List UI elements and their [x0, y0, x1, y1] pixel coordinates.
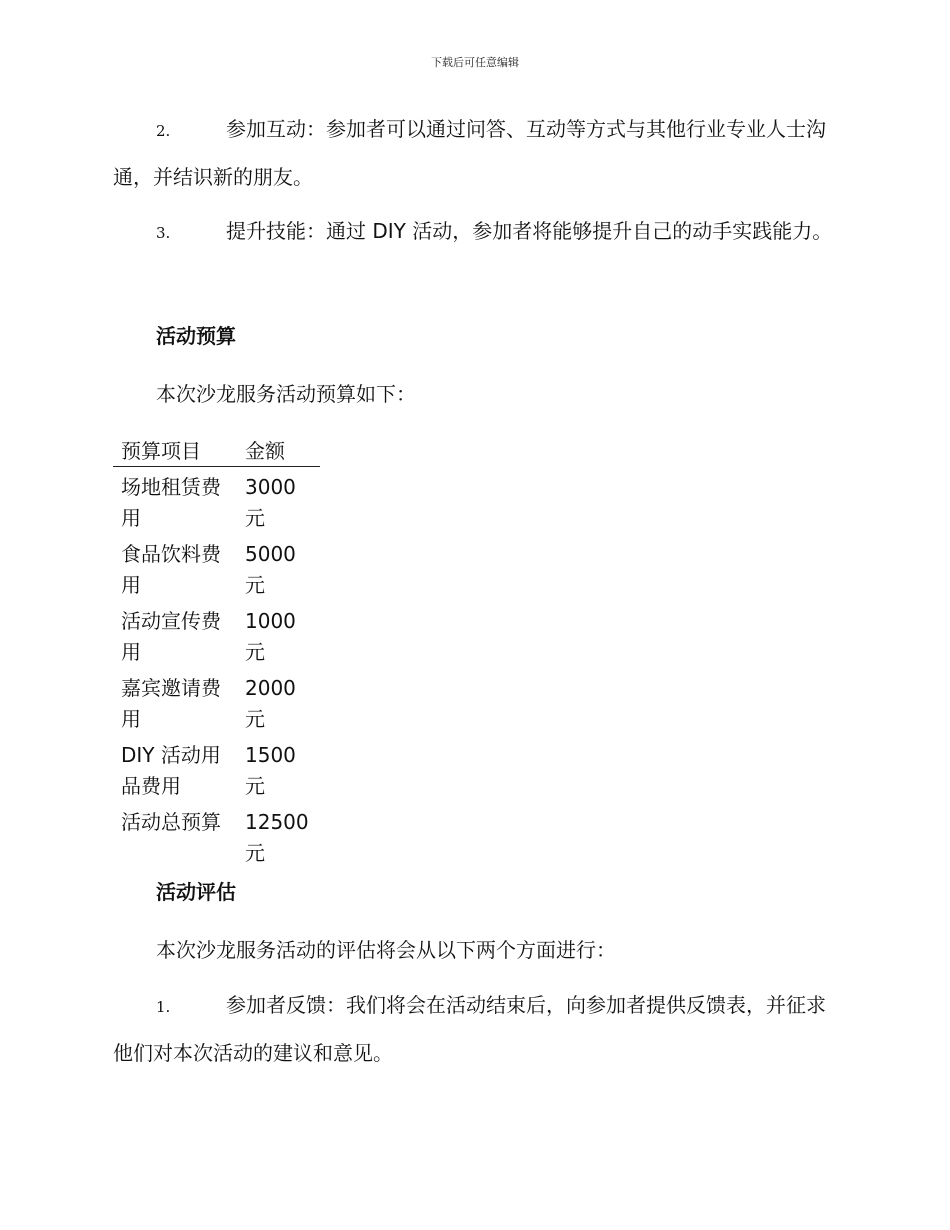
- evaluation-intro: 本次沙龙服务活动的评估将会从以下两个方面进行：: [156, 938, 616, 962]
- list-item-number: 3.: [156, 224, 171, 242]
- table-row: [113, 802, 320, 869]
- budget-item-cell: 嘉宾邀请费用: [121, 676, 221, 731]
- list-item-improve-skills: [113, 208, 833, 256]
- budget-amount-cell: 1500 元: [245, 743, 296, 798]
- budget-amount-cell: 5000 元: [245, 542, 296, 597]
- budget-item-cell: 活动总预算: [121, 810, 221, 834]
- budget-heading: 活动预算: [156, 324, 236, 348]
- list-item-text: 参加者反馈：我们将会在活动结束后，向参加者提供反馈表，并征求他们对本次活动的建议和意见。: [113, 993, 826, 1065]
- budget-amount-cell: 12500 元: [245, 810, 309, 865]
- table-row: [113, 735, 320, 802]
- list-item-text: 参加互动：参加者可以通过问答、互动等方式与其他行业专业人士沟通，并结识新的朋友。: [113, 117, 826, 189]
- list-item-participate-interaction: [113, 106, 833, 200]
- budget-amount-cell: 1000 元: [245, 609, 296, 664]
- list-item-text: 提升技能：通过 DIY 活动，参加者将能够提升自己的动手实践能力。: [226, 219, 833, 243]
- budget-item-cell: 食品饮料费用: [121, 542, 221, 597]
- budget-intro: 本次沙龙服务活动预算如下：: [156, 382, 416, 406]
- list-item-number: 1.: [156, 998, 171, 1016]
- budget-item-cell: 活动宣传费用: [121, 609, 221, 664]
- list-item-participant-feedback: [113, 982, 833, 1076]
- evaluation-heading: 活动评估: [156, 880, 236, 904]
- budget-amount-cell: 2000 元: [245, 676, 296, 731]
- table-row: [113, 668, 320, 735]
- budget-amount-cell: 3000 元: [245, 475, 296, 530]
- budget-item-cell: 场地租赁费用: [121, 475, 221, 530]
- column-header-item: 预算项目: [113, 434, 237, 467]
- table-row: [113, 534, 320, 601]
- table-row: [113, 467, 320, 535]
- header-note: 下载后可任意编辑: [431, 56, 519, 69]
- list-item-number: 2.: [156, 122, 171, 140]
- column-header-amount: 金额: [237, 434, 320, 467]
- table-row: [113, 601, 320, 668]
- budget-table: [113, 434, 320, 869]
- table-header-row: [113, 434, 320, 467]
- budget-item-cell: DIY 活动用品费用: [121, 743, 221, 798]
